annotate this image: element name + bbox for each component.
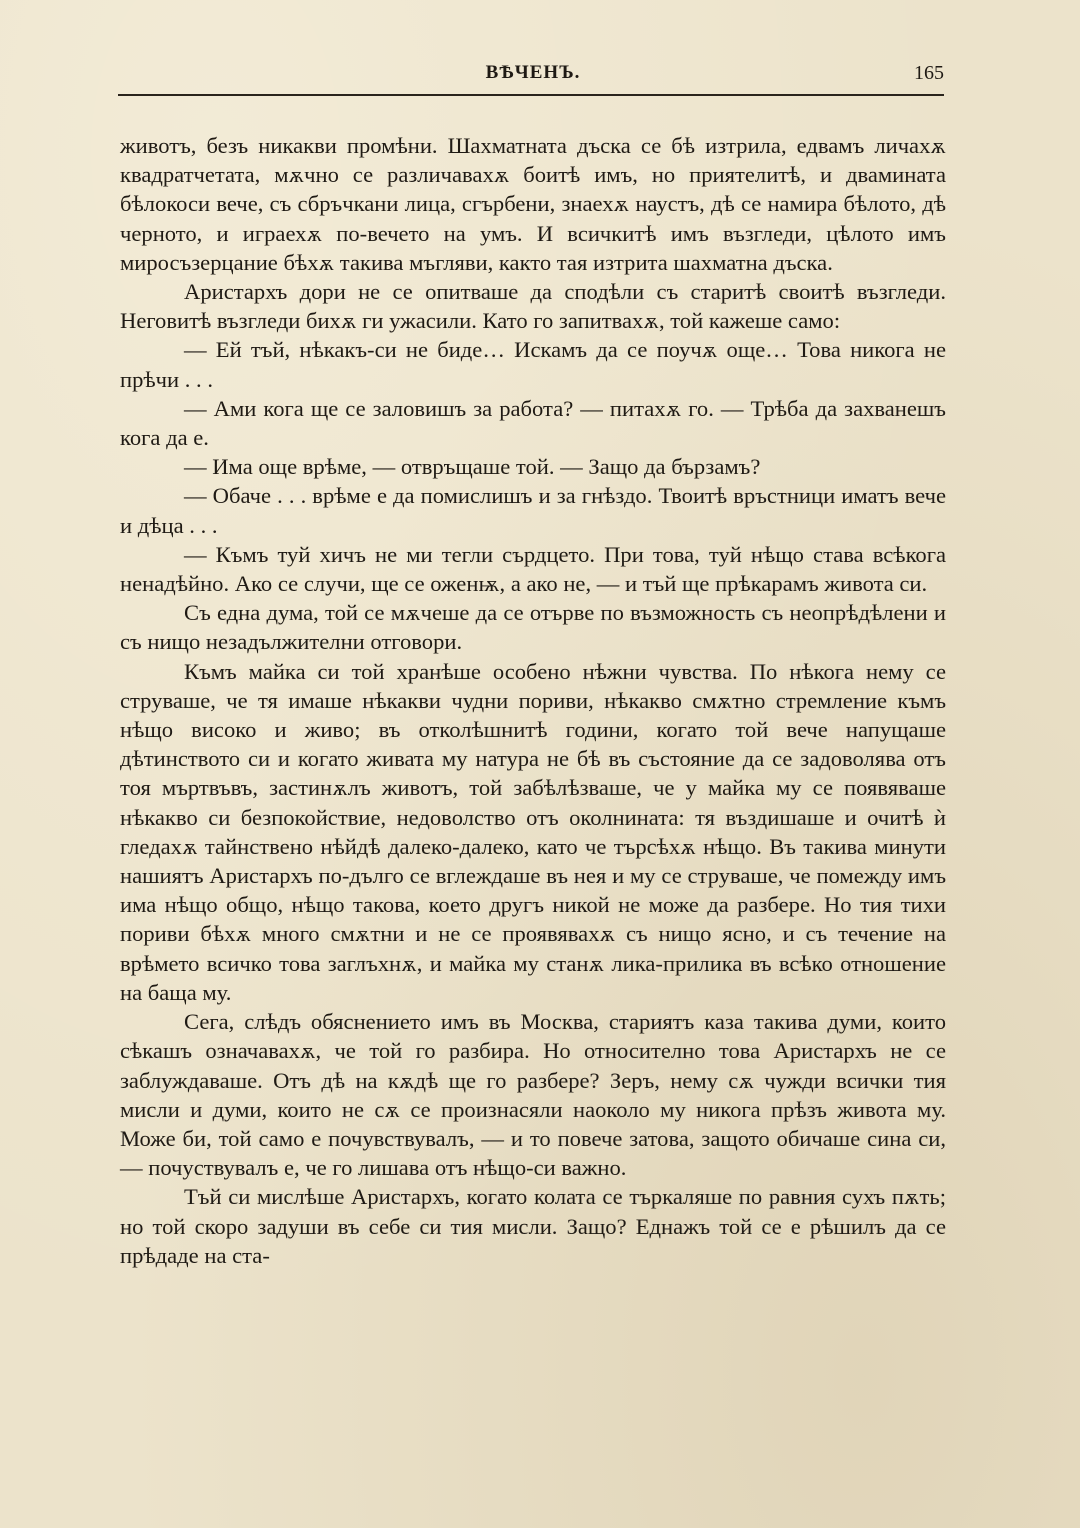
paragraph: Аристархъ дори не се опитваше да сподѣли съ старитѣ своитѣ възгледи. Неговитѣ възгледи бихѫ ги ужасили. Като го запитвахѫ, той кажеше само: [120, 279, 946, 334]
paragraph: Съ една дума, той се мѫчеше да се отърве по възможность съ неопрѣдѣлени и съ нищо незадължителни отговори. [120, 600, 946, 655]
paragraph: Сега, слѣдъ обяснението имъ въ Москва, стариятъ каза такива думи, които сѣкашъ означавахѫ, че той го разбира. Но относително това Аристархъ не се заблуждаваше. Отъ дѣ на кѫдѣ ще го разбере? Зеръ, нему сѫ чужди всички тия мисли и думи, които не сѫ се произнасяли наоколо му никога прѣзъ живота му. Може би, той само е почувствувалъ, — и то повече затова, защото обичаше сина си, — почуствувалъ е, че го лишава отъ нѣщо-си важно. [120, 1009, 946, 1181]
dialogue-line: — Има още врѣме, — отвръщаше той. — Защо да бързамъ? [184, 454, 761, 480]
dialogue-line: — Ами кога ще се заловишъ за работа? — питахѫ го. — Трѣба да захванешъ кога да е. [120, 395, 946, 451]
body-text [120, 131, 946, 1270]
dialogue-line: — Къмъ туй хичъ не ми тегли сърдцето. При това, туй нѣщо става всѣкога ненадѣйно. Ако се случи, ще се оженѭ, а ако не, — и тъй ще прѣкарамъ живота си. [120, 541, 946, 597]
paragraph: Къмъ майка си той хранѣше особено нѣжни чувства. По нѣкога нему се струваше, че тя имаше нѣкакви чудни пориви, нѣкакво смѫтно стремление къмъ нѣщо високо и живо; въ отколѣшнитѣ години, когато той вече напущаше дѣтинството си и когато живата му натура не бѣ въ състояние да се задоволява отъ тоя мъртвъвъ, застинѫлъ животъ, той забѣлѣзваше, че у майка му се появяваше нѣкакво си безпокойствие, недоволство отъ околнината: тя въздишаше и очитѣ ѝ гледахѫ тайнствено нѣйдѣ далеко-далеко, като че търсѣхѫ нѣщо. Въ такива минути нашиятъ Аристархъ по-дълго се вглеждаше въ нея и му се струваше, че помежду имъ има нѣщо общо, нѣщо такова, което другъ никой не може да разбере. Но тия тихи пориви бѣхѫ много смѫтни и не се проявявахѫ съ нищо ясно, и съ течение на врѣмето всичко това заглъхнѫ, и майка му станѫ лика-прилика въ всѣко отношение на баща му. [120, 658, 946, 1005]
running-header [118, 58, 948, 92]
paragraph: животъ, безъ никакви промѣни. Шахматната дъска се бѣ изтрила, едвамъ личахѫ квадратчетата, мѫчно се различавахѫ боитѣ имъ, но приятелитѣ, и двамината бѣлокоси вече, съ сбръчкани лица, сгърбени, знаехѫ наустъ, дѣ се намира бѣлото, дѣ черното, и играехѫ по-вечето на умъ. И всичкитѣ имъ възгледи, цѣлото имъ миросъзерцание бѣхѫ такива мъгляви, както тая изтрита шахматна дъска. [120, 133, 946, 275]
running-title: ВѢЧЕНЪ. [485, 62, 581, 83]
dialogue-line: — Обаче . . . врѣме е да помислишъ и за гнѣздо. Твоитѣ връстници иматъ вече и дѣца . . . [120, 483, 946, 538]
paragraph: Тъй си мислѣше Аристархъ, когато колата се търкаляше по равния сухъ пѫть; но той скоро задуши въ себе си тия мисли. Защо? Еднажъ той се е рѣшилъ да се прѣдаде на ста- [120, 1184, 946, 1268]
page-number: 165 [914, 62, 944, 84]
dialogue-line: — Ей тъй, нѣкакъ-си не биде… Искамъ да се поучѫ още… Това никога не прѣчи . . . [120, 337, 946, 392]
header-rule [118, 94, 944, 96]
